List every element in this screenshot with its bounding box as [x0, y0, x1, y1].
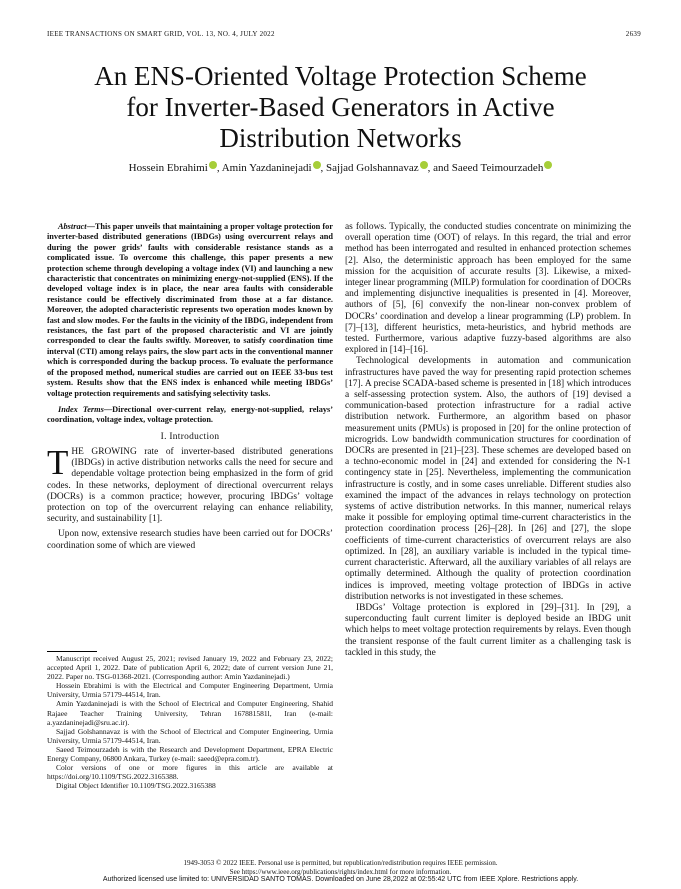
copyright-notice: [40, 859, 641, 877]
footnotes: [47, 654, 333, 790]
section-heading: I. Introduction: [160, 431, 220, 442]
body-paragraph: as follows. Typically, the conducted studies concentrate on minimizing the overall operation time (OOT) of relays. In this regard, the trial and error method has been interrogated and resulted in enhanced protection schemes [2]. Also, the deterministic approach has been employed for the same mission for the acquisition of accurate results [3]. Likewise, a mixed-integer linear programming (MILP) formulation for coordination of DOCRs and implementing disjunctive inequalities is presented in [4]. Moreover, authors of [5], [6] convexify the non-linear non-convex problem of DOCRs’ coordination and develop a linear programming (LP) problem. In [7]–[13], different heuristics, meta-heuristics, and hybrid methods are tested. Furthermore, various adaptive fuzzy-based algorithms are also explored in [14]–[16].: [345, 222, 631, 356]
abstract-label: Abstract: [58, 222, 87, 231]
journal-name: IEEE TRANSACTIONS ON SMART GRID, VOL. 13, NO. 4, JULY 2022: [47, 30, 275, 38]
running-header: [47, 30, 641, 38]
paper-title: [40, 61, 641, 154]
title-line: An ENS-Oriented Voltage Protection Scheme: [94, 61, 587, 91]
author-name: Sajjad Golshannavaz: [326, 162, 419, 174]
orcid-icon[interactable]: [313, 161, 321, 169]
footnote: Manuscript received August 25, 2021; revised January 19, 2022 and February 23, 2022; accepted April 1, 2022. Date of publication April 6, 2022; date of current version June 21, 2022. Paper no. TSG-01368-2021. (Corresponding author: Amin Yazdaninejadi.): [47, 654, 333, 682]
footnote: Amin Yazdaninejadi is with the School of Electrical and Computer Engineering, Shahid Rajaee Teacher Training University, Tehran 167881581l, Iran (e-mail: a.yazdaninejadi@sru.ac.ir).: [47, 699, 333, 727]
author-name: Amin Yazdaninejadi: [221, 162, 312, 174]
title-line: Distribution Networks: [219, 123, 462, 153]
intro-paragraph: [47, 442, 333, 525]
body-paragraph: Technological developments in automation and communication infrastructures have paved the way for presenting rapid protection schemes [17]. A precise SCADA-based scheme is presented in [18] which introduces a self-assessing protection system. Also, the authors of [19] devised a communication-based protection infrastructure for a radial active distribution network. Furthermore, an algorithm based on phasor measurement units (PMUs) is proposed in [20] for the online protection of microgrids. Low bandwidth communication structures for coordination of DOCRs are presented in [21]–[23]. These schemes are developed based on a techno-economic model in [24] and extended for considering the N-1 contingency state in [25]. Nevertheless, implementing the communication infrastructure is costly, and in some cases unreliable. Different studies also examined the impact of the advances in relays technology on protection systems of active distribution networks. In this manner, numerical relays make it possible for employing optimal time-current characteristics in the protection coordination process [26]–[28]. In [26] and [27], the slope coefficients of time-current characteristics of overcurrent relays are also optimized. In [28], an auxiliary variable is included in the typical time-current characteristic. Afterward, all the auxiliary variables of all relays are optimally determined. Although the quality of protection coordination indices is improved, meeting voltage protection of IBDGs in active distribution networks is not investigated in these schemes.: [345, 356, 631, 602]
copyright-line: See https://www.ieee.org/publications/rights/index.html for more information.: [229, 868, 452, 876]
footnote: Digital Object Identifier 10.1109/TSG.2022.3165388: [56, 781, 216, 791]
authorized-use-notice: Authorized licensed use limited to: UNIVERSIDAD SANTO TOMAS. Downloaded on June 28,2022 at 02:55:42 UTC from IEEE Xplore. Restrictions apply.: [102, 876, 579, 883]
dropcap: T: [47, 442, 69, 482]
intro-paragraph: Upon now, extensive research studies have been carried out for DOCRs’ coordination some of which are viewed: [47, 529, 333, 551]
left-column: [47, 222, 333, 552]
abstract: [47, 222, 333, 399]
footnote: Sajjad Golshannavaz is with the School of Electrical and Computer Engineering, Urmia University, Urmia 57179-44514, Iran.: [47, 726, 333, 745]
index-terms: [47, 405, 333, 426]
footnote: Saeed Teimourzadeh is with the Research and Development Department, EPRA Electric Energy Company, 06800 Ankara, Turkey (e-mail: saeed@epra.com.tr).: [47, 744, 333, 764]
author-name: and Saeed Teimourzadeh: [433, 162, 544, 174]
intro-text: HE GROWING rate of inverter-based distributed generations (IBDGs) in active distribution networks calls the need for secure and dependable voltage protection being emphasized in the form of grid codes. In these networks, deployment of directional overcurrent relays (DOCRs) is a common practice; however, procuring IBDGs’ voltage protection on top of the overcurrent relaying can enhance reliability, security, and sustainability [1].: [47, 446, 333, 525]
index-terms-text: —Directional over-current relay, energy-not-supplied, relays’ coordination, voltage index, voltage protection.: [47, 404, 333, 425]
copyright-line: 1949-3053 © 2022 IEEE. Personal use is permitted, but republication/redistribution requires IEEE permission.: [183, 859, 498, 867]
author-name: Hossein Ebrahimi: [128, 162, 208, 174]
index-terms-label: Index Terms: [58, 404, 104, 414]
orcid-icon[interactable]: [420, 161, 428, 169]
page-number: 2639: [625, 30, 641, 38]
footnote: Color versions of one or more figures in this article are available at https://doi.org/10.1109/TSG.2022.3165388.: [47, 763, 333, 782]
footnote-divider: [47, 651, 97, 652]
author-list: Hossein Ebrahimi , Amin Yazdaninejadi , Sajjad Golshannavaz , and Saeed Teimourzadeh: [40, 161, 641, 174]
abstract-text: —This paper unveils that maintaining a proper voltage protection for inverter-based distributed generations (IBDGs) using overcurrent relays and during the power grids’ faults with considerable resistance stands as a complicated issue. To overcome this challenge, this paper presents a new protection scheme through developing a voltage index (VI) and launching a new characteristic that concentrates on minimizing energy-not-supplied (ENS). If the developed voltage index is in place, the near area faults with considerable resistance could be effectively discriminated from those at a far distance. Moreover, the adopted characteristic represents two operation modes known by fast and slow modes. For the faults in the vicinity of the IBDG, independent from resistances, the fast part of the proposed characteristic and VI are jointly corresponded to clear the faults swiftly. Moreover, to satisfy coordination time interval (CTI) among relays pairs, the slow part acts in the conventional manner which is corresponded during the backup process. To evaluate the performance of the proposed method, numerical studies are carried out on IEEE 33-bus test system. Results show that the ENS index is enhanced while meeting IBDGs’ voltage protection requirements and satisfying selectivity tasks.: [47, 222, 333, 398]
right-column: [345, 222, 631, 659]
title-line: for Inverter-Based Generators in Active: [126, 92, 555, 122]
orcid-icon[interactable]: [209, 161, 217, 169]
body-paragraph: IBDGs’ Voltage protection is explored in [29]–[31]. In [29], a superconducting fault current limiter is deployed beside an IBDG unit which helps to meet voltage protection requirements by relays. Even though the transient response of the fault current limiter as a challenging task is tackled in this study, the: [345, 602, 631, 658]
orcid-icon[interactable]: [544, 161, 552, 169]
footnote: Hossein Ebrahimi is with the Electrical and Computer Engineering Department, Urmia University, Urmia 57179-44514, Iran.: [47, 681, 333, 700]
